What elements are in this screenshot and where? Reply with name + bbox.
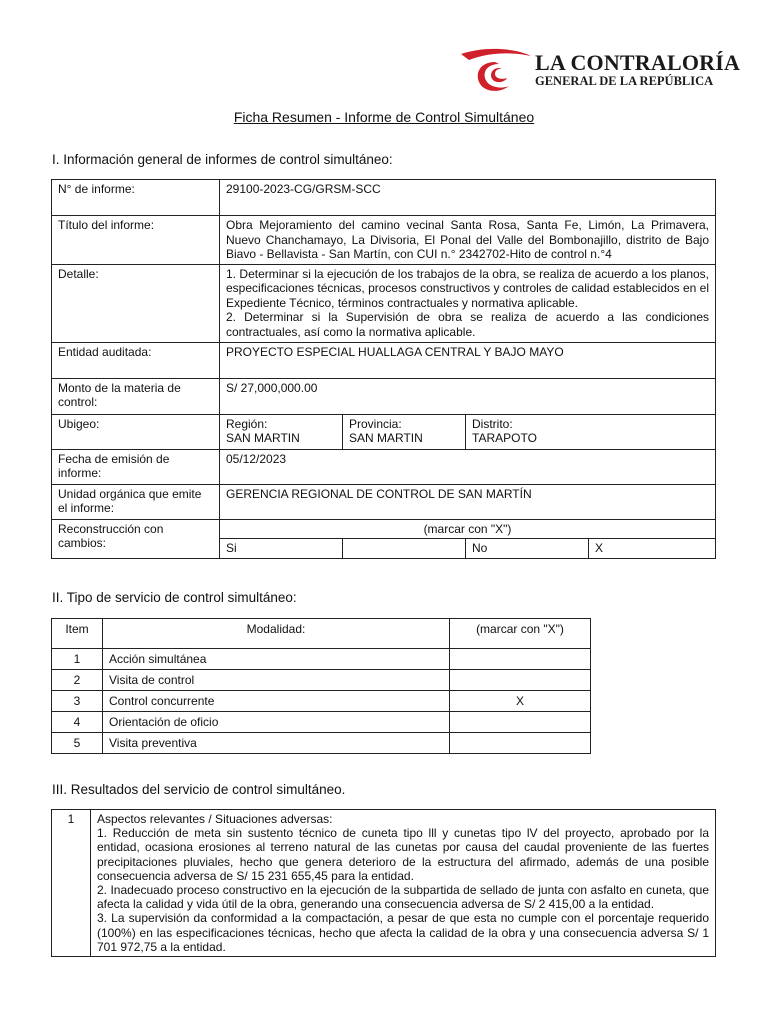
fecha-label: Fecha de emisión de informe:	[52, 449, 220, 484]
monto-value: S/ 27,000,000.00	[220, 378, 716, 414]
table-row	[52, 414, 716, 449]
contraloria-emblem-icon	[455, 48, 533, 96]
entidad-value: PROYECTO ESPECIAL HUALLAGA CENTRAL Y BAJO MAYO	[220, 342, 716, 378]
reconstruccion-header: (marcar con "X")	[220, 519, 716, 539]
modalidad-mark	[450, 733, 591, 754]
modalidad-mark	[450, 712, 591, 733]
section-1-heading: I. Información general de informes de control simultáneo:	[52, 152, 393, 167]
item-number: 3	[52, 691, 103, 712]
entidad-label: Entidad auditada:	[52, 342, 220, 378]
distrito-value: TARAPOTO	[472, 431, 537, 445]
modalidad-name: Visita de control	[103, 670, 450, 691]
distrito-cell	[466, 414, 716, 449]
modalidad-name: Orientación de oficio	[103, 712, 450, 733]
general-info-table	[51, 179, 716, 559]
results-table	[51, 809, 716, 957]
no-mark: X	[589, 539, 716, 559]
table-row	[52, 649, 591, 670]
modalidad-mark	[450, 649, 591, 670]
section-2-heading: II. Tipo de servicio de control simultáneo:	[52, 590, 297, 605]
table-row	[52, 342, 716, 378]
modalidad-name: Acción simultánea	[103, 649, 450, 670]
detalle-item-2: 2. Determinar si la Supervisión de obra se realiza de acuerdo a las condiciones contractuales, así como la normativa aplicable.	[226, 310, 709, 339]
table-row	[52, 180, 716, 216]
marca-header: (marcar con "X")	[450, 619, 591, 649]
unidad-value: GERENCIA REGIONAL DE CONTROL DE SAN MARTÍN	[220, 484, 716, 519]
modalidad-mark	[450, 670, 591, 691]
table-row	[52, 484, 716, 519]
table-row	[52, 449, 716, 484]
detalle-item-1: 1. Determinar si la ejecución de los trabajos de la obra, se realiza de acuerdo a los planos, especificaciones técnicas, procesos constructivos y controles de calidad establecidos en el Expediente Técnico, términos contractuales y normativa aplicable.	[226, 266, 709, 310]
informe-label: N° de informe:	[52, 180, 220, 216]
table-row	[52, 264, 716, 342]
section-3-heading: III. Resultados del servicio de control simultáneo.	[52, 782, 346, 797]
provincia-cell	[343, 414, 466, 449]
detalle-label: Detalle:	[52, 264, 220, 342]
table-row	[52, 216, 716, 265]
modalidad-mark: X	[450, 691, 591, 712]
result-subheading: Aspectos relevantes / Situaciones adversas:	[97, 812, 333, 826]
service-type-table	[51, 618, 591, 754]
document-title: Ficha Resumen - Informe de Control Simultáneo	[233, 109, 535, 125]
titulo-label: Título del informe:	[52, 216, 220, 265]
logo-subtitle: GENERAL DE LA REPÚBLICA	[535, 74, 714, 88]
table-row	[52, 519, 716, 539]
table-row	[52, 378, 716, 414]
detalle-cell	[220, 264, 716, 342]
informe-value: 29100-2023-CG/GRSM-SCC	[220, 180, 716, 216]
table-row	[52, 691, 591, 712]
no-label: No	[466, 539, 589, 559]
contraloria-logo	[455, 48, 741, 96]
region-label: Región:	[226, 416, 268, 431]
table-row	[52, 670, 591, 691]
si-label: Si	[220, 539, 343, 559]
unidad-label: Unidad orgánica que emite el informe:	[52, 484, 220, 519]
distrito-label: Distrito:	[472, 416, 513, 431]
document-title-wrap	[0, 109, 768, 125]
item-number: 5	[52, 733, 103, 754]
ubigeo-label: Ubigeo:	[52, 414, 220, 449]
item-header: Item	[52, 619, 103, 649]
item-number: 2	[52, 670, 103, 691]
table-row	[52, 733, 591, 754]
provincia-value: SAN MARTIN	[349, 431, 423, 445]
titulo-value: Obra Mejoramiento del camino vecinal Santa Rosa, Santa Fe, Limón, La Primavera, Nuevo Chanchamayo, La Divisoria, El Ponal del Valle del Bombonajillo, distrito de Bajo Biavo - Bellavista - San Martín, con CUI n.° 2342702-Hito de control n.°4	[220, 216, 716, 265]
provincia-label: Provincia:	[349, 416, 402, 431]
logo-title: LA CONTRALORÍA	[535, 50, 741, 75]
modalidad-header: Modalidad:	[103, 619, 450, 649]
item-number: 1	[52, 649, 103, 670]
modalidad-name: Control concurrente	[103, 691, 450, 712]
modalidad-name: Visita preventiva	[103, 733, 450, 754]
reconstruccion-label: Reconstrucción con cambios:	[52, 519, 220, 558]
result-content	[91, 810, 716, 957]
si-mark	[343, 539, 466, 559]
item-number: 4	[52, 712, 103, 733]
result-number: 1	[52, 810, 91, 957]
fecha-value: 05/12/2023	[220, 449, 716, 484]
region-cell	[220, 414, 343, 449]
result-item-3: 3. La supervisión da conformidad a la compactación, a pesar de que esta no cumple con el porcentaje requerido (100%) en las especificaciones técnicas, hecho que afecta la calidad de la obra y una consecuencia adversa S/ 1 701 972,75 a la entidad.	[97, 911, 709, 954]
region-value: SAN MARTIN	[226, 431, 300, 445]
table-row	[52, 810, 716, 957]
table-row	[52, 712, 591, 733]
result-item-1: 1. Reducción de meta sin sustento técnico de cuneta tipo lll y cunetas tipo lV del proyecto, aprobado por la entidad, ocasiona erosiones al terreno natural de las cunetas por causa del caudal proveniente de las fuertes precipitaciones pluviales, hecho que genera deterioro de la estructura del afirmado, además de una posible consecuencia adversa de S/ 15 231 655,45 para la entidad.	[97, 826, 709, 883]
table-header-row	[52, 619, 591, 649]
monto-label: Monto de la materia de control:	[52, 378, 220, 414]
result-item-2: 2. Inadecuado proceso constructivo en la ejecución de la subpartida de sellado de junta con asfalto en cuneta, que afecta la calidad y vida útil de la obra, generando una consecuencia adversa de S/ 2 415,00 a la entidad.	[97, 883, 709, 912]
